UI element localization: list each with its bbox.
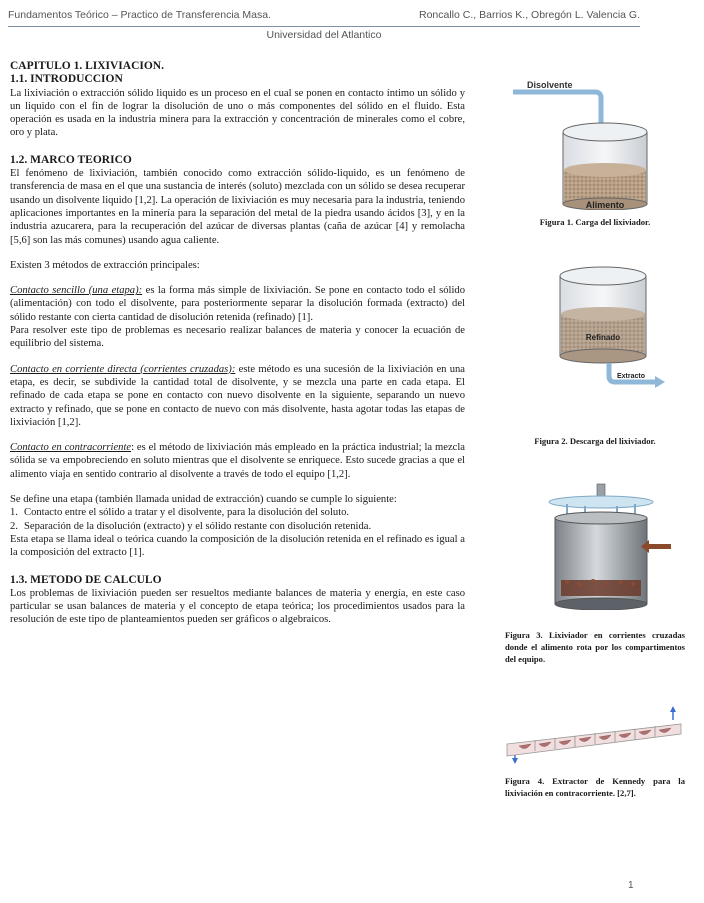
- method-text: : es el método de lixiviación más empleado en la práctica industrial; la mezcla sólida se va empobreciendo en soluto mientras que el disolvente se enriquece. Esto sucede gracias a que el alimento viaja en sentido contrario al disolvente a través de todo el equipo [1,2].: [10, 442, 465, 480]
- leaching-tank-loading-illustration: [505, 80, 685, 210]
- figure-caption: Figura 2. Descarga del lixiviador.: [534, 436, 656, 446]
- chapter-title: CAPITULO 1. LIXIVIACION.: [10, 60, 164, 72]
- marco-paragraph-1: El fenómeno de lixiviación, también conocido como extracción sólido-liquido, es un fenómeno de transferencia de masa en el que una sustancia de interés (soluto) mezclada con un sólido se desea recuperar usando un disolvente liquido [1,2]. La operación de lixiviación es muy necesaria para la industria, teniendo aplicaciones importantes en la minería para la separación del metal de la piedra usando ácidos [3], y en la industria azucarera, para la recuperación del azúcar de diversas plantas (caña de azúcar [4] y remolacha [5,6] son las más comunes) usando agua caliente.: [10, 168, 465, 246]
- list-item: 1. Contacto entre el sólido a tratar y el disolvente, para la disolución del soluto.: [10, 507, 350, 519]
- method-label: Contacto en contracorriente: [10, 442, 132, 454]
- figure-caption: Figura 3. Lixiviador en corrientes cruzadas donde el alimento rota por los compartimentos del equipo.: [505, 630, 685, 664]
- metodo-paragraph: Los problemas de lixiviación pueden ser resueltos mediante balances de materia y energía, en este caso particular se usan balances de materia y el concepto de etapa teórica; los procedimientos usados para la resolución de este tipo de planteamientos pueden ser gráficos o algebraicos.: [10, 587, 465, 626]
- figure-label: Refinado: [585, 333, 621, 342]
- leaching-tank-discharge-illustration: [505, 262, 685, 392]
- method-label: Contacto sencillo (una etapa):: [10, 285, 143, 297]
- figure-4: [505, 702, 685, 799]
- method-label: Contacto en corriente directa (corrientes cruzadas):: [10, 363, 236, 375]
- figure-3: [505, 480, 685, 665]
- header-university: Universidad del Atlantico: [266, 29, 382, 41]
- stage-definition-paragraph: Se define una etapa (también llamada unidad de extracción) cuando se cumple lo siguiente:: [10, 494, 397, 506]
- section-heading-intro: 1.1. INTRODUCCION: [10, 73, 123, 86]
- list-item: 2. Separación de la disolución (extracto) y el sólido restante con disolución retenida.: [10, 520, 372, 532]
- header-title: Fundamentos Teórico – Practico de Transferencia Masa.: [8, 9, 272, 21]
- intro-paragraph: La lixiviación o extracción sólido liquido es un proceso en el cual se ponen en contacto íntimo un sólido y un liquido con el fin de lograr la disolución de uno o más componentes del sólido en el fluido. Esta operación es usada en la industria minera para la extracción y concentración de minerales como el cobre, oro y plata.: [10, 87, 465, 139]
- ideal-stage-paragraph: Esta etapa se llama ideal o teórica cuando la composición de la disolución retenida en el refinado es igual a la composición del extracto [1].: [10, 533, 465, 559]
- figure-label: Disolvente: [527, 80, 573, 90]
- section-heading-metodo: 1.3. METODO DE CALCULO: [10, 573, 162, 586]
- figure-label: Alimento: [585, 200, 625, 210]
- main-text-column: [10, 60, 465, 627]
- figure-2: [505, 262, 685, 447]
- method-counter-current: [10, 441, 465, 481]
- method-text: es la forma más simple de lixiviación. Se pone en contacto todo el sólido (alimentación) con todo el disolvente, para posteriormente separar la disolución formada (extracto) del sólido restante con cierta cantidad de disolución retenida (refinado) [1].: [10, 285, 466, 323]
- cross-current-leacher-illustration: [505, 480, 685, 610]
- figure-caption: Figura 4. Extractor de Kennedy para la lixiviación en contracorriente. [2,7].: [505, 776, 685, 798]
- kennedy-extractor-illustration: [505, 702, 685, 766]
- page-number: 1: [628, 880, 634, 891]
- method-cross-current: [10, 363, 465, 429]
- method-text: este método es una sucesión de la lixiviación en una etapa, es decir, se subdivide la cantidad total de disolvente, y se mezcla una parte en cada etapa. El refinado de cada etapa se pone en contacto con nuevo disolvente en la siguiente, separando un nuevo extracto y refinado, que se pone en contacto de nuevo con más disolvente, hasta agotar todas las etapas de lixiviación [1,2].: [10, 363, 465, 428]
- header-rule: [8, 26, 640, 27]
- figure-1: [505, 80, 685, 228]
- method-single-contact-extra: Para resolver este tipo de problemas es necesario realizar balances de materia y conocer la ecuación de equilibrio del sistema.: [10, 325, 465, 350]
- figure-label: Extracto: [617, 373, 646, 380]
- header-authors: Roncallo C., Barrios K., Obregón L. Valencia G.: [419, 9, 640, 21]
- section-heading-marco: 1.2. MARCO TEORICO: [10, 153, 132, 166]
- method-single-contact: [10, 284, 465, 324]
- marco-paragraph-2: Existen 3 métodos de extracción principales:: [10, 259, 200, 271]
- figure-caption: Figura 1. Carga del lixiviador.: [539, 217, 651, 227]
